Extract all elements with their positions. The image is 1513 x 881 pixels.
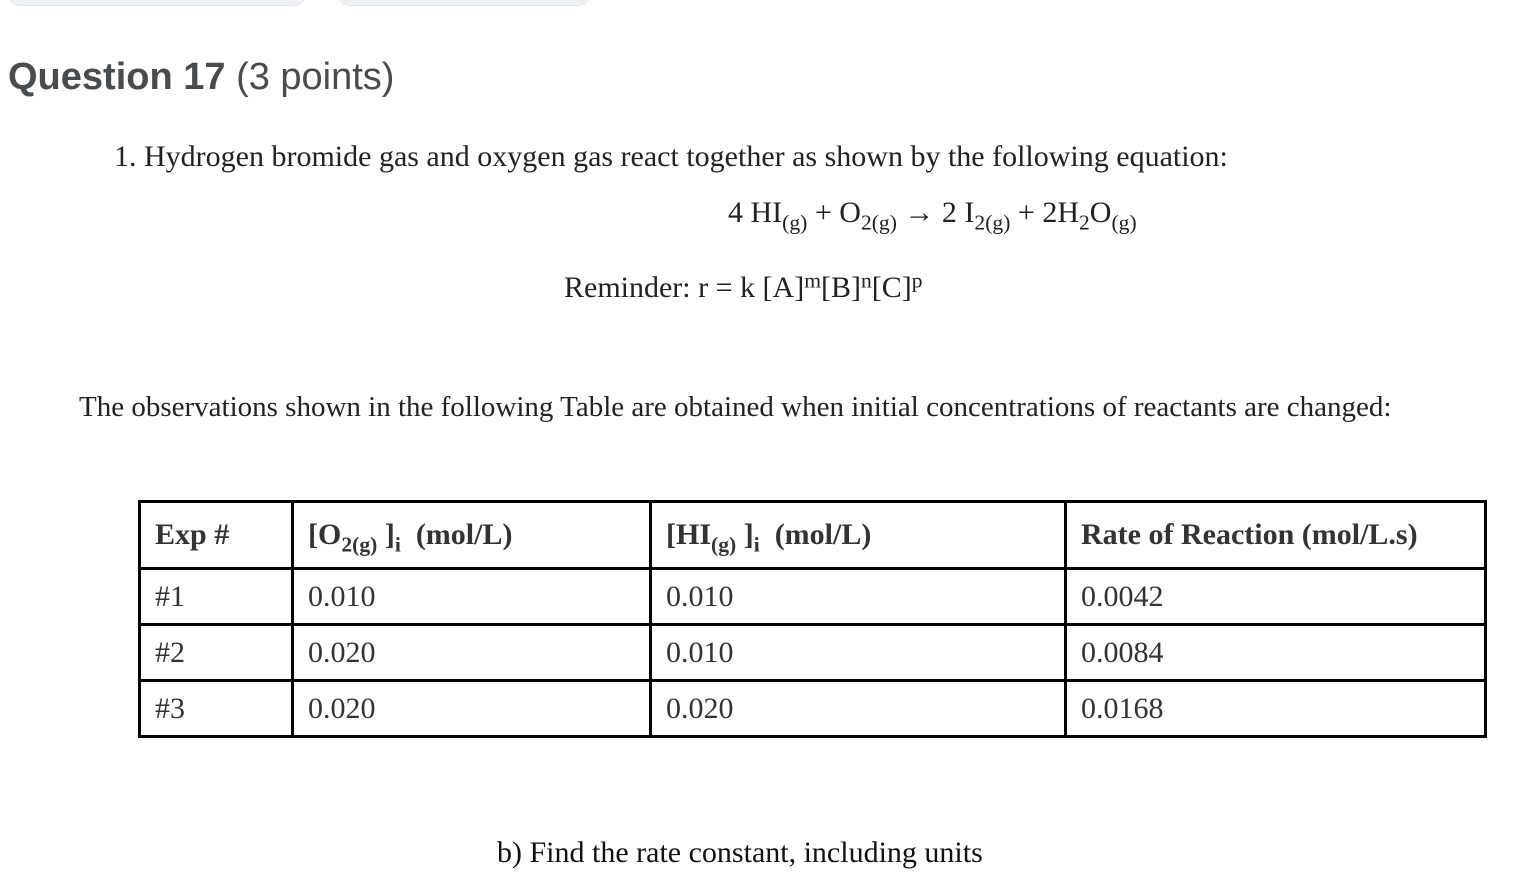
question-intro: 1. Hydrogen bromide gas and oxygen gas react together as shown by the following equation: [114,140,1228,173]
table-row [140,681,1486,737]
header-hi-concentration: [$HI_{(g)}$ ]$_i$ (mol/L) [651,502,1066,569]
question-title [8,56,394,99]
cell-o2: 0.020 [293,625,651,681]
cell-hi: 0.010 [651,625,1066,681]
chemical-equation: 4 $HI_{(g)} + O_{2(g)} \to 2$ $I_{2(g)} + 2H_2O_{(g)}$ [728,196,1137,235]
cell-rate: 0.0042 [1066,569,1486,625]
question-points: (3 points) [236,56,395,98]
table-row [140,625,1486,681]
cell-hi: 0.020 [651,681,1066,737]
question-part-b: b) Find the rate constant, including units [497,836,983,869]
header-rate: Rate of Reaction (mol/L.s) [1066,502,1486,569]
cell-hi: 0.010 [651,569,1066,625]
cell-o2: 0.020 [293,681,651,737]
table-header-row [140,502,1486,569]
rate-law-reminder: Reminder: r = k $[A]^m[B]^n[C]^p$ [564,268,923,304]
cell-exp: #3 [140,681,293,737]
header-exp: Exp # [140,502,293,569]
cell-exp: #2 [140,625,293,681]
cell-o2: 0.010 [293,569,651,625]
question-label: Question 17 [8,56,226,98]
top-tab-right[interactable] [338,0,590,6]
observations-table [138,500,1487,738]
table-row [140,569,1486,625]
cell-exp: #1 [140,569,293,625]
cell-rate: 0.0168 [1066,681,1486,737]
header-o2-concentration: [$O_{2(g)}$ ]$_i$ (mol/L) [293,502,651,569]
top-tab-left[interactable] [8,0,306,6]
observations-text: The observations shown in the following Table are obtained when initial concentrations of reactants are changed: [79,391,1392,423]
cell-rate: 0.0084 [1066,625,1486,681]
